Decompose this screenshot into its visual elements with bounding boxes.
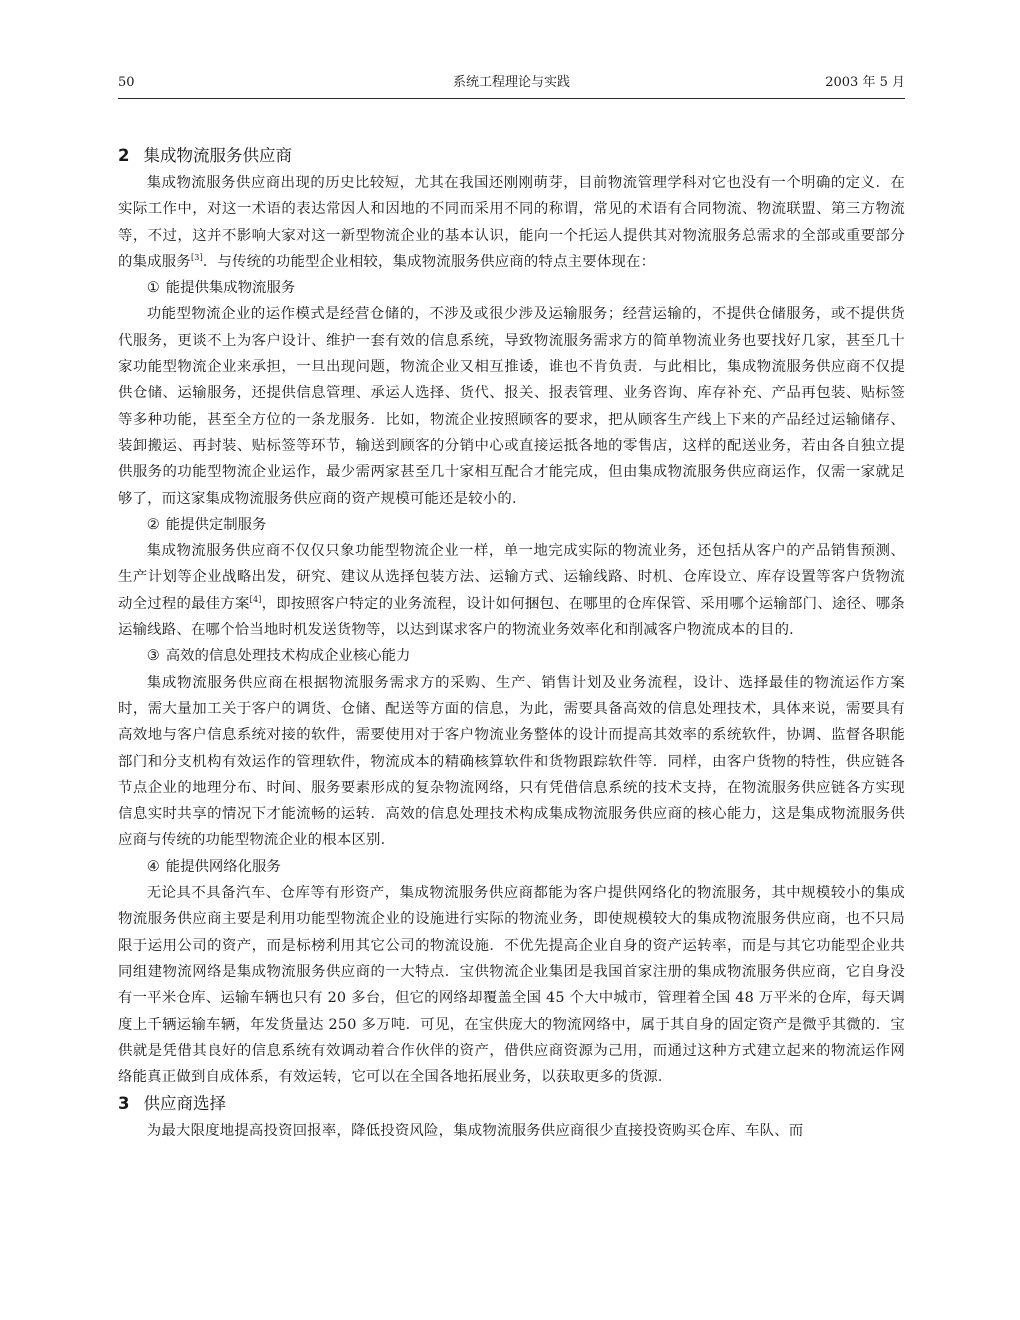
paragraph-4: 无论具不具备汽车、仓库等有形资产，集成物流服务供应商都能为客户提供网络化的物流服务，其中规模较小的集成物流服务供应商主要是利用功能型物流企业的设施进行实际的物流业务，即使规模较大的集成物流服务供应商，也不只局限于运用公司的资产，而是标榜利用其它公司的物流设施．不优先提高企业自身的资产运转率，而是与其它功能型企业共同组建物流网络是集成物流服务供应商的一大特点．宝供物流企业集团是我国首家注册的集成物流服务供应商，它自身没有一平米仓库、运输车辆也只有 20 多台，但它的网络却覆盖全国 45 个大中城市，管理着全国 48 万平米的仓库，每天调度上千辆运输车辆，年发货量达 250 多万吨．可见，在宝供庞大的物流网络中，属于其自身的固定资产是微乎其微的．宝供就是凭借其良好的信息系统有效调动着合作伙伴的资产，借供应商资源为己用，而通过这种方式建立起来的物流运作网络能真正做到自成体系，有效运转，它可以在全国各地拓展业务，以获取更多的货源． bbox=[118, 885, 905, 1086]
journal-title: 系统工程理论与实践 bbox=[452, 75, 570, 90]
citation-ref: [3] bbox=[190, 253, 203, 263]
issue-date: 2003 年 5 月 bbox=[825, 75, 905, 90]
subheading-3: ③ 高效的信息处理技术构成企业核心能力 bbox=[146, 648, 411, 665]
section-heading-3 bbox=[118, 1090, 905, 1118]
section-heading-2 bbox=[118, 142, 905, 170]
page-number: 50 bbox=[118, 75, 135, 90]
section-title: 供应商选择 bbox=[143, 1094, 226, 1114]
subheading-2: ② 能提供定制服务 bbox=[146, 516, 267, 533]
section-number: 2 bbox=[118, 146, 130, 165]
paragraph-3: 集成物流服务供应商在根据物流服务需求方的采购、生产、销售计划及业务流程，设计、选择最佳的物流运作方案时，需大量加工关于客户的调货、仓储、配送等方面的信息，为此，需要具备高效的信息处理技术，具体来说，需要具有高效地与客户信息系统对接的软件，需要使用对于客户物流业务整体的设计而提高其效率的系统软件，协调、监督各职能部门和分支机构有效运作的管理软件，物流成本的精确核算软件和货物跟踪软件等．同样，由客户货物的特性，供应链各节点企业的地理分布、时间、服务要素形成的复杂物流网络，只有凭借信息系统的技术支持，在物流服务供应链各方实现信息实时共享的情况下才能流畅的运转．高效的信息处理技术构成集成物流服务供应商的核心能力，这是集成物流服务供应商与传统的功能型物流企业的根本区别． bbox=[118, 674, 905, 849]
subheading-1: ① 能提供集成物流服务 bbox=[146, 280, 296, 297]
section-number: 3 bbox=[118, 1094, 130, 1114]
header-rule bbox=[118, 98, 905, 99]
paragraph-1: 功能型物流企业的运作模式是经营仓储的，不涉及或很少涉及运输服务；经营运输的，不提供仓储服务，或不提供货代服务，更谈不上为客户设计、维护一套有效的信息系统，导致物流服务需求方的简单物流业务也要找好几家，甚至几十家功能型物流企业来承担，一旦出现问题，物流企业又相互推诿，谁也不肯负责．与此相比，集成物流服务供应商不仅提供仓储、运输服务，还提供信息管理、承运人选择、货代、报关、报表管理、业务咨询、库存补充、产品再包装、贴标签等多种功能，甚至全方位的一条龙服务．比如，物流企业按照顾客的要求，把从顾客生产线上下来的产品经过运输储存、装卸搬运、再封装、贴标签等环节，输送到顾客的分销中心或直接运抵各地的零售店，这样的配送业务，若由各自独立提供服务的功能型物流企业运作，最少需两家甚至几十家相互配合才能完成，但由集成物流服务供应商运作，仅需一家就足够了，而这家集成物流服务供应商的资产规模可能还是较小的． bbox=[118, 306, 905, 507]
citation-ref: [4] bbox=[249, 594, 262, 604]
intro-paragraph: 集成物流服务供应商出现的历史比较短，尤其在我国还刚刚萌芽，目前物流管理学科对它也没有一个明确的定义．在实际工作中，对这一术语的表达常因人和因地的不同而采用不同的称谓，常见的术语有合同物流、物流联盟、第三方物流等，不过，这并不影响大家对这一新型物流企业的基本认识，能向一个托运人提供其对物流服务总需求的全部或重要部分的集成服务[3]．与传统的功能型企业相较，集成物流服务供应商的特点主要体现在： bbox=[118, 175, 905, 270]
article-body bbox=[118, 142, 905, 1145]
subheading-4: ④ 能提供网络化服务 bbox=[146, 858, 281, 875]
section-title: 集成物流服务供应商 bbox=[143, 146, 292, 165]
running-header bbox=[118, 72, 905, 94]
paragraph-2: 集成物流服务供应商不仅仅只象功能型物流企业一样，单一地完成实际的物流业务，还包括从客户的产品销售预测、生产计划等企业战略出发，研究、建议从选择包装方法、运输方式、运输线路、时机、仓库设立、库存设置等客户货物流动全过程的最佳方案[4]，即按照客户特定的业务流程，设计如何捆包、在哪里的仓库保管、采用哪个运输部门、途径、哪条运输线路、在哪个恰当地时机发送货物等，以达到谋求客户的物流业务效率化和削减客户物流成本的目的． bbox=[118, 543, 905, 639]
section3-paragraph: 为最大限度地提高投资回报率，降低投资风险，集成物流服务供应商很少直接投资购买仓库、车队、而 bbox=[146, 1123, 804, 1140]
